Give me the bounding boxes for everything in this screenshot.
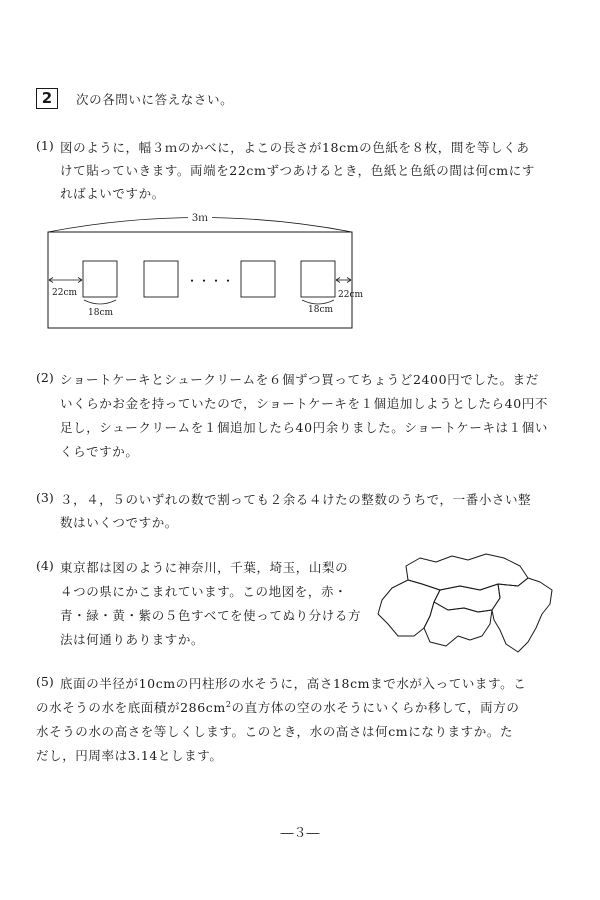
colored-paper	[301, 261, 335, 297]
colored-paper	[144, 261, 178, 297]
q5-text-line: 底面の半径が10cmの円柱形の水そうに，高さ18cmまで水が入っています。こ	[60, 676, 527, 691]
q2-text-line: いくらかお金を持っていたので，ショートケーキを１個追加しようとしたら40円不	[60, 396, 548, 411]
colored-paper	[83, 261, 117, 297]
right-margin-label: 22cm	[338, 290, 364, 300]
q5-number: (5)	[36, 674, 54, 689]
left-margin-label: 22cm	[52, 288, 78, 298]
q3-number: (3)	[36, 490, 54, 505]
q1-text-line: 図のように，幅３ｍのかべに，よこの長さが18cmの色紙を８枚，間を等しくあ	[60, 140, 530, 155]
section-instruction: 次の各問いに答えなさい。	[76, 92, 234, 107]
q4-number: (4)	[36, 558, 54, 573]
q2-text-line: ショートケーキとシュークリームを６個ずつ買ってちょうど2400円でした。まだ	[60, 372, 539, 387]
q1-number: (1)	[36, 138, 54, 153]
yamanashi-region	[378, 580, 440, 636]
colored-paper	[241, 261, 275, 297]
q3-text-line: ３，４，５のいずれの数で割っても２余る４けたの整数のうちで，一番小さい整	[60, 492, 532, 507]
q5-text-part: の直方体の空の水そうにいくらか移して，両方の	[231, 700, 520, 715]
q1-text-line: ればよいですか。	[60, 186, 165, 201]
q4-text-line: ４つの県にかこまれています。この地図を，赤・	[60, 584, 348, 599]
chiba-region	[492, 578, 552, 652]
q5-text-part: の水そうの水を底面積が286cm	[36, 700, 226, 715]
q3-text-line: 数はいくつですか。	[60, 515, 178, 530]
q1-text-line: けて貼っていきます。両端を22cmずつあけるとき，色紙と色紙の間は何cmにす	[60, 163, 535, 178]
q2-text-line: 足し，シュークリームを１個追加したら40円余りました。ショートケーキは１個い	[60, 420, 548, 435]
wall-figure	[40, 205, 380, 330]
q4-text-line: 青・緑・黄・紫の５色すべてを使ってぬり分ける方	[60, 608, 362, 623]
q2-text-line: くらですか。	[60, 444, 139, 459]
wall-width-label: 3ｍ	[191, 213, 209, 224]
q4-text-line: 東京都は図のように神奈川，千葉，埼玉，山梨の	[60, 560, 349, 575]
q2-number: (2)	[36, 370, 54, 385]
q4-text-line: 法は何通りありますか。	[60, 632, 205, 647]
left-paper-width-label: 18cm	[88, 308, 114, 318]
q5-superscript: 2	[225, 699, 232, 709]
page-number: ―３―	[280, 826, 320, 841]
section-number-box: 2	[36, 88, 58, 109]
kanagawa-region	[424, 602, 492, 646]
q5-text-line: 水そうの水の高さを等しくします。このとき，水の高さは何cmになりますか。た	[36, 724, 514, 739]
q5-text-line	[36, 698, 519, 716]
right-paper-width-label: 18cm	[308, 305, 334, 315]
ellipsis-dots: ・・・・	[185, 274, 235, 288]
tokyo-map	[368, 550, 563, 660]
q5-text-line: だし，円周率は3.14とします。	[36, 748, 223, 763]
